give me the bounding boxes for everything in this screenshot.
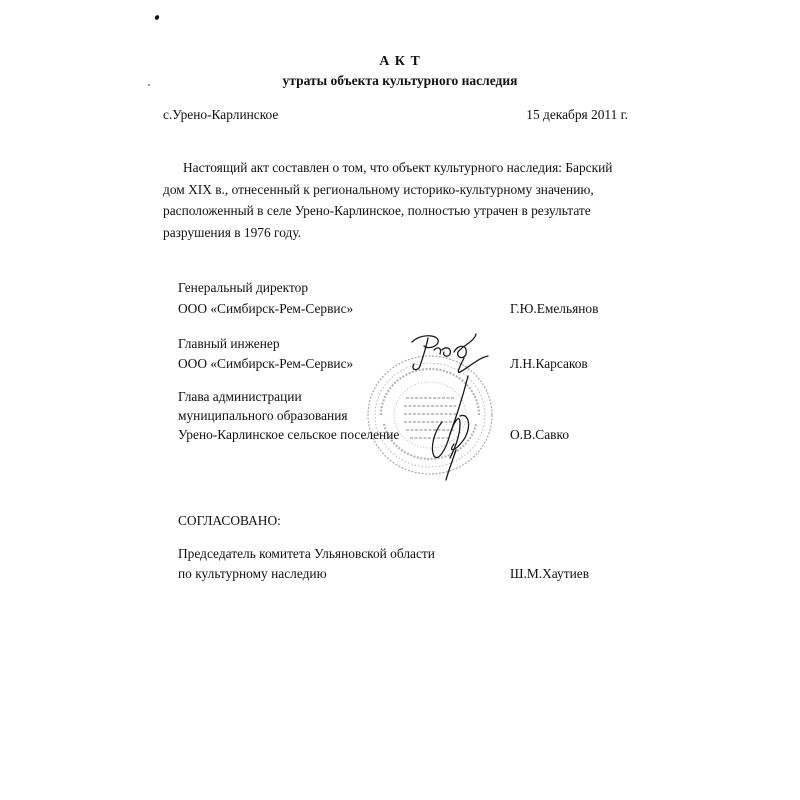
approval-label: СОГЛАСОВАНО: xyxy=(178,513,281,528)
body-line: дом XIX в., отнесенный к региональному историко-культурному значению, xyxy=(163,181,594,197)
signatory-3-position-line: Урено-Карлинское сельское поселение xyxy=(178,427,400,442)
signatory-2-position-line: ООО «Симбирск-Рем-Сервис» xyxy=(178,356,354,371)
signatory-1-name: Г.Ю.Емельянов xyxy=(510,301,599,316)
signatory-2-position-line: Главный инженер xyxy=(178,336,280,351)
handwritten-signature-savko-icon xyxy=(420,372,480,482)
handwritten-signature-karsakov-icon xyxy=(398,328,498,376)
document-title: А К Т xyxy=(379,54,421,69)
document-body xyxy=(163,157,633,243)
approval-position-line: по культурному наследию xyxy=(178,566,327,581)
signatory-3-name: О.В.Савко xyxy=(510,427,570,442)
ink-dot-mark xyxy=(154,14,160,20)
approval-name: Ш.М.Хаутиев xyxy=(510,566,590,581)
signatory-3-position-line: Глава администрации xyxy=(178,389,302,404)
body-line: Настоящий акт составлен о том, что объект культурного наследия: Барский xyxy=(183,160,613,175)
signatory-3-position-line: муниципального образования xyxy=(178,408,348,423)
approval-position-line: Председатель комитета Ульяновской области xyxy=(178,546,435,561)
body-line: разрушения в 1976 году. xyxy=(163,224,302,240)
document-place: с.Урено-Карлинское xyxy=(163,107,279,122)
signatory-2-name: Л.Н.Карсаков xyxy=(510,356,588,371)
body-line: расположенный в селе Урено-Карлинское, полностью утрачен в результате xyxy=(163,203,591,219)
document-date: 15 декабря 2011 г. xyxy=(526,107,628,122)
document-subtitle: утраты объекта культурного наследия xyxy=(282,73,518,88)
signatory-1-position-line: Генеральный директор xyxy=(178,280,309,295)
signatory-1-position-line: ООО «Симбирск-Рем-Сервис» xyxy=(178,301,354,316)
